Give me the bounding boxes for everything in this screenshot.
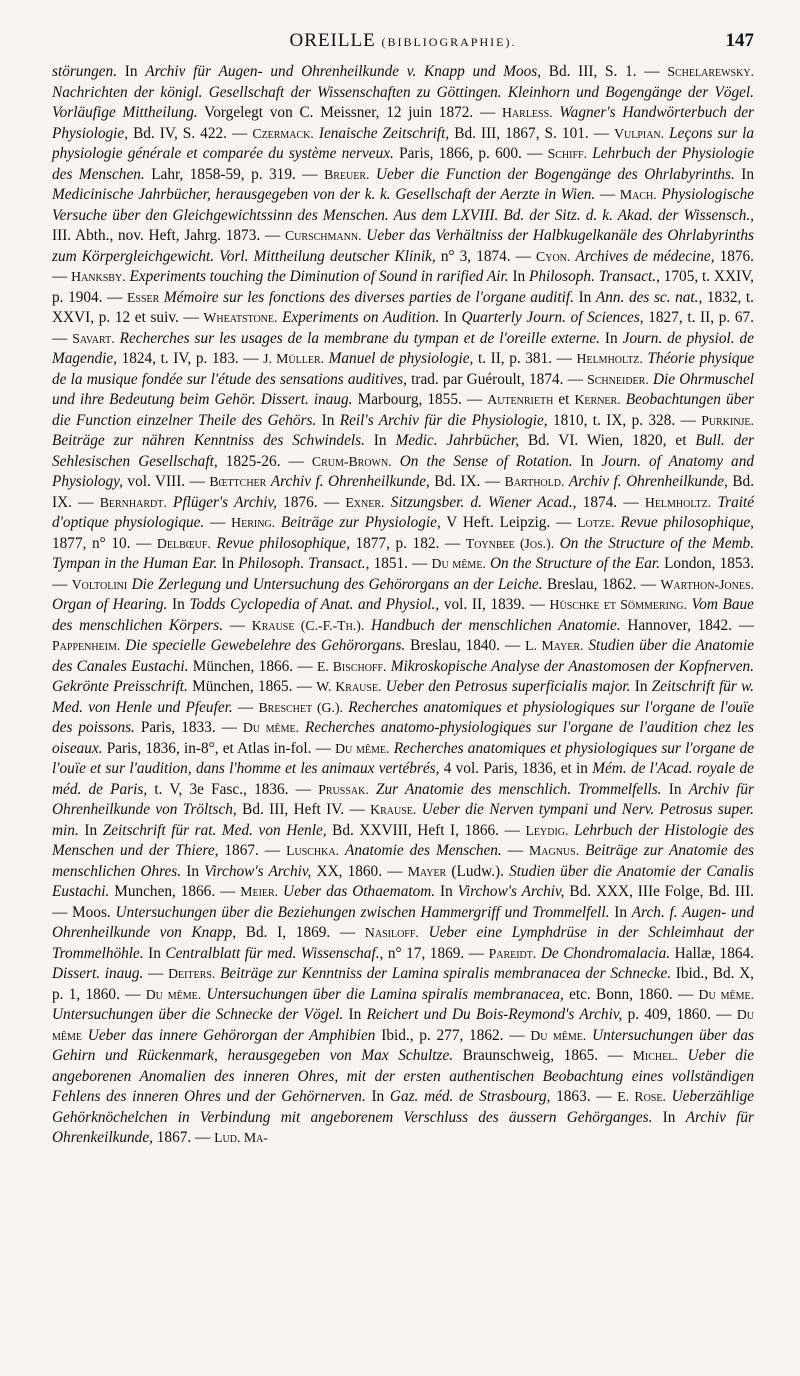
page-number: 147 (725, 30, 754, 51)
author-name: Hüschke et Sömmering. (549, 597, 687, 612)
title-run: Die Zerlegung und Untersuchung des Gehörorgans an der Leiche. (131, 575, 543, 593)
title-run: Beiträge zur nähren Kenntniss des Schwindels. (52, 432, 365, 449)
text-run: Breslau, 1862. — (542, 575, 661, 593)
text-run: XX, 1860. — (311, 862, 408, 880)
title-run: Lehrbuch der Physiologie des Menschen. (52, 145, 754, 183)
text-run: Braunschweig, 1865. — (453, 1047, 633, 1064)
title-run: Leçons sur la physiologie générale et comparée du système nerveux. (52, 124, 755, 162)
text-run: München, 1866. — (188, 657, 317, 675)
author-name: Delbœuf. (156, 535, 211, 551)
text-run: — (143, 965, 169, 982)
author-name: L. Mayer. (525, 638, 584, 653)
author-name: Magnus. (529, 843, 580, 858)
title-run: Todds Cyclopedia of Anat. and Physiol., (189, 596, 440, 613)
title-run: Manuel de physiologie, (328, 350, 474, 367)
title-run: On the Structure of the Ear. (490, 555, 660, 572)
text-run: In (365, 1088, 390, 1105)
title-run: Archiv f. Ohrenheilkunde, (270, 473, 430, 490)
text-run: vol. II, 1839. — (439, 596, 550, 613)
title-run: Experiments touching the Diminution of Sound in rarified Air. (129, 268, 509, 285)
text-run: Bd. III, Heft IV. — (236, 801, 371, 818)
title-run: Untersuchungen über die Lamina spiralis membranacea, (206, 985, 564, 1003)
text-run: 1810, t. IX, p. 328. — (547, 411, 702, 429)
text-run: In (573, 288, 596, 306)
author-name: Leydig. (525, 822, 569, 838)
title-run: Beobachtungen über die Function einzelner Theile des Gehörs. (52, 391, 754, 429)
title-run: De Chondromalacia. (540, 944, 671, 962)
title-run: Ueber das Verhältniss der Halbkugelkanäle des Ohrlabyrinths zum Körpergleichgewicht. Vorl. Mittheilung deutscher Klinik, (52, 227, 755, 265)
title-run: Arch. f. Augen- und Ohrenheilkunde von Knapp, (52, 903, 754, 941)
text-run: 1825-26. — (217, 452, 312, 470)
author-name: Crum-Brown. (311, 453, 392, 469)
author-name: Schelarewsky. (667, 64, 754, 79)
author-name: Breschet (G.). (258, 699, 343, 715)
text-run: Breslau, 1840. — (405, 637, 526, 654)
text-run: London, 1853. — (52, 555, 755, 593)
title-run: Beiträge zur Physiologie, (280, 514, 441, 531)
title-run: Recherches sur les usages de la membrane du tympan et de l'oreille externe. (119, 329, 600, 347)
author-name: Michel. (632, 1048, 678, 1063)
author-name: E. Rose. (617, 1089, 666, 1104)
title-run: Archiv f. Ohrenheilkunde, (568, 473, 728, 490)
text-run: etc. Bonn, 1860. — (563, 985, 699, 1003)
author-name: Breuer. (324, 166, 370, 182)
author-name: Pareidt. (488, 945, 537, 961)
author-name: Warthon-Jones. (660, 576, 754, 592)
title-run: Experiments on Audition. (282, 309, 440, 326)
title-run: Recherches anatomiques et physiologiques sur l'organe de l'ouïe des poissons. (52, 698, 754, 736)
text-run: Bd. III, 1867, S. 101. — (449, 124, 615, 142)
title-run: Recherches anatomiques et physiologiques sur l'organe de l'ouïe et sur l'audition, dans l'homme et les animaux vertébrés, (52, 739, 755, 777)
title-run: Mikroskopische Analyse der Anastomosen der Kopfnerven. Gekrönte Preisschrift. (52, 657, 754, 695)
title-run: Philosoph. Transact. (529, 268, 657, 285)
title-run: Studien über die Anatomie der Canalis Eustachi. (52, 862, 754, 900)
text-run: In (364, 432, 396, 449)
title-run: Beiträge zur Anatomie des menschlichen Ohres. (52, 842, 755, 880)
text-run: — (204, 514, 232, 531)
author-name: Kerner. (574, 392, 621, 407)
text-run: — (223, 616, 252, 634)
text-run: In (661, 780, 689, 798)
text-run: n° 3, 1874. — (435, 247, 537, 265)
text-run: In (167, 596, 190, 613)
author-name: Cyon. (536, 248, 571, 264)
author-name: Pappenheim. (52, 638, 121, 653)
text-run: Paris, 1866, p. 600. — (393, 145, 548, 162)
title-run: Ueber den Petrosus superficialis major. (385, 678, 631, 695)
text-run (419, 924, 429, 941)
running-title (52, 30, 754, 52)
title-run: Ueberzählige Gehörknöchelchen in Verbindung mit angeborenem Verschluss des äussern Gehörganges. (52, 1088, 755, 1126)
author-name: Bœttcher (209, 474, 267, 489)
author-name: E. Bischoff. (316, 658, 387, 674)
text-run (392, 453, 400, 470)
author-name: Krause (C.-F.-Th.). (251, 617, 365, 633)
text-run: t. V, 3e Fasc., 1836. — (147, 780, 319, 798)
title-run: Ueber eine Lymphdrüse in der Schleimhaut der Trommelhöhle. (52, 924, 754, 962)
title-run: Sitzungsber. d. Wiener Acad., (390, 493, 577, 511)
title-run: Die Ohrmuschel und ihre Bedeutung beim Gehör. Dissert. inaug. (52, 370, 754, 408)
title-run: Archiv für Ohrenkeilkunde, (52, 1108, 754, 1146)
title-run: Medicinische Jahrbücher, herausgegeben von der k. k. Gesellschaft der Aerzte in Wien. (52, 186, 596, 203)
author-name: Schiff. (547, 146, 588, 161)
author-name: Curschmann. (285, 228, 362, 243)
author-name: Du même. (530, 1027, 587, 1043)
text-run: 1867. — (152, 1129, 215, 1146)
title-run: störungen. (52, 63, 118, 80)
author-name: Exner. (345, 494, 385, 510)
text-run (364, 617, 371, 634)
title-run: Philosoph. Transact., (238, 555, 370, 572)
title-run: Archives de médecine, (575, 247, 715, 265)
title-run: Reichert und Du Bois-Reymond's Archiv, (366, 1006, 623, 1023)
title-run: Untersuchungen über die Beziehungen zwischen Hammergriff und Trommelfell. (115, 903, 610, 921)
text-run: In (181, 862, 205, 880)
author-name: Helmholtz. (576, 351, 643, 366)
text-run: Munchen, 1866. — (109, 883, 241, 900)
title-run: Zeitschrift für rat. Med. von Henle, (102, 821, 327, 839)
title-run: Zeitschrift für w. Med. von Henle und Pfeufer. (52, 678, 754, 716)
text-run: Hallæ, 1864. (670, 944, 754, 962)
text-run: — (501, 842, 530, 859)
author-name: Purkinje. (701, 412, 754, 428)
text-run: In (599, 329, 623, 347)
author-name: Savart. (72, 330, 115, 346)
title-run: Die specielle Gewebelehre des Gehörorgans. (125, 637, 406, 654)
text-run: 1863. — (550, 1088, 618, 1105)
header-subtitle: (BIBLIOGRAPHIE). (381, 35, 517, 49)
author-name: Du même. (242, 720, 300, 735)
author-name: Wheatstone. (203, 310, 278, 325)
author-name: Nasiloff. (364, 925, 419, 940)
text-run: In (609, 903, 632, 921)
text-run: 1832, t. XXVI, p. 12 et suiv. — (52, 288, 754, 326)
author-name: Esser (126, 289, 160, 305)
text-run (369, 781, 376, 798)
author-name: Lud. Ma- (214, 1130, 268, 1145)
text-run: 1824, t. IV, p. 183. — (117, 350, 264, 367)
title-run: On the Sense of Rotation. (399, 452, 573, 470)
author-name: Bernhardt. (99, 494, 167, 510)
title-run: Bull. der Sehlesischen Gesellschaft, (52, 432, 754, 470)
text-run: , 1705, t. XXIV, p. 1904. — (52, 268, 754, 306)
title-run: Untersuchungen über das Gehirn und Rückenmark, herausgegeben von Max Schultze. (52, 1026, 755, 1064)
author-name: Schneider. (587, 371, 649, 387)
title-run: Wagner's Handwörterbuch der Physiologie, (52, 104, 754, 142)
author-name: Du même. (335, 740, 390, 756)
text-run: In (316, 411, 340, 429)
title-run: Centralblatt für med. Wissenschaf., (165, 944, 384, 962)
title-run: Pflüger's Archiv, (173, 493, 277, 511)
text-run: In (435, 883, 458, 900)
text-run: In (143, 944, 166, 962)
text-run: Vorgelegt von C. Meissner, 12 juin 1872. — (197, 104, 502, 121)
title-run: Studien über die Anatomie des Canales Eustachi. (52, 637, 754, 675)
title-run: Archiv für Ohrenheilkunde von Tröltsch, (52, 780, 754, 818)
text-run: Bd. I, 1869. — (236, 924, 365, 941)
text-run: 1876. — (276, 493, 346, 511)
text-run: 4 vol. Paris, 1836, et in (439, 760, 593, 777)
title-run: Organ of Hearing. (52, 596, 168, 613)
text-run: 1851. — (369, 555, 432, 572)
author-name: Autenrieth (487, 392, 554, 407)
title-run: Mém. de l'Acad. royale de méd. de Paris, (52, 760, 754, 798)
author-name: Hering. (231, 515, 276, 530)
author-name: Du même. (431, 556, 486, 571)
author-name: Mayer (407, 863, 447, 879)
text-run: 1876. — (52, 247, 754, 285)
text-run: Hannover, 1842. — (620, 616, 755, 634)
text-run: V Heft. Leipzig. — (440, 514, 578, 531)
title-run: Journ. of Anatomy and Physiology, (52, 452, 754, 490)
author-name: Lotze. (577, 515, 615, 530)
text-run: Marbourg, 1855. — (352, 391, 488, 408)
text-run: Ibid., Bd. X, p. 1, 1860. — (52, 965, 754, 1003)
author-name: Deiters. (168, 966, 216, 981)
author-name: Vulpian. (614, 125, 665, 141)
title-run: Nachrichten der königl. Gesellschaft der Wissenschaften zu Göttingen. Kleinhorn und Bogengänge der Vögel. Vorläufige Mittheilung. (52, 83, 754, 121)
title-run: Ueber die Function der Bogengänge des Ohrlabyrinths. (375, 165, 735, 183)
text-run: t. II, p. 381. — (473, 350, 577, 367)
text-run: In (117, 63, 146, 80)
text-run: — (232, 698, 259, 716)
text-run: In (630, 678, 652, 695)
text-run: Ibid., p. 277, 1862. — (375, 1026, 531, 1044)
title-run: Vom Baue des menschlichen Körpers. (52, 596, 754, 634)
text-run: 1877, n° 10. — (52, 534, 157, 552)
text-run: In (217, 555, 239, 572)
title-run: Gaz. méd. de Strasbourg, (389, 1088, 551, 1105)
text-run: Bd. III, S. 1. — (541, 63, 668, 80)
title-run: Reil's Archiv für die Physiologie, (339, 411, 548, 429)
text-run: 1827, t. II, p. 67. — (52, 309, 754, 347)
running-header (52, 30, 754, 56)
author-name: Czermack. (252, 125, 314, 141)
text-run: In (439, 309, 462, 326)
text-run: (Ludw.). (446, 862, 510, 880)
text-run: In (78, 821, 103, 839)
text-run: In (508, 268, 530, 285)
author-name: Harless. (501, 105, 553, 120)
title-run: Medic. Jahrbücher, (395, 432, 520, 449)
title-run: Revue philosophique, (216, 534, 350, 552)
title-run: Recherches anatomo-physiologiques sur l'organe de l'audition chez les oiseaux. (52, 719, 755, 757)
author-name: Du même. (698, 986, 755, 1002)
author-name: W. Krause. (316, 679, 382, 694)
title-run: Ueber das innere Gehörorgan der Amphibien (87, 1026, 376, 1044)
author-name: Toynbee (Jos.). (465, 535, 555, 551)
text-run: vol. VIII. — (122, 473, 210, 490)
author-name: Barthold. (504, 474, 565, 489)
text-run: Bd. IV, S. 422. — (128, 124, 253, 142)
author-name: Mach. (619, 187, 657, 202)
header-title: OREILLE (289, 30, 376, 51)
text-run: Bd. VI. Wien, 1820, et (519, 432, 696, 449)
title-run: Quarterly Journ. of Sciences, (461, 309, 644, 326)
text-run: trad. par Guéroult, 1874. — (406, 370, 588, 388)
text-run: In (343, 1006, 367, 1023)
text-run: Paris, 1833. — (134, 719, 243, 736)
title-run: On the Structure of the Memb. Tympan in the Human Ear. (52, 534, 755, 572)
text-run: München, 1865. — (187, 678, 317, 695)
text-run: 1877, p. 182. — (349, 534, 466, 552)
title-run: Beiträge zur Kenntniss der Lamina spiralis membranacea der Schnecke. (220, 965, 672, 982)
author-name: Du même. (145, 986, 202, 1002)
title-run: Lehrbuch der Histologie des Menschen und der Thiere, (52, 821, 754, 859)
text-run: Lahr, 1858-59, p. 319. — (144, 165, 325, 183)
text-run (678, 1047, 688, 1064)
title-run: Archiv für Augen- und Ohrenheilkunde v. Knapp und Moos, (145, 63, 542, 80)
title-run: Traité d'optique physiologique. (52, 493, 755, 531)
text-run: p. 409, 1860. — (622, 1006, 737, 1023)
author-name: Du même (52, 1007, 754, 1043)
author-name: Voltolini (71, 576, 128, 592)
text-run: 1874. — (576, 493, 645, 511)
title-run: Virchow's Archiv, (457, 883, 565, 900)
text-run: et (553, 391, 575, 408)
text-run: Bd. XXVIII, Heft I, 1866. — (326, 821, 526, 839)
text-run: Paris, 1836, in-8°, et Atlas in-fol. — (102, 739, 336, 757)
title-run: Virchow's Archiv, (204, 862, 312, 880)
author-name: Hanksby. (71, 269, 126, 284)
text-run: Bd. IX. — (52, 473, 755, 511)
title-run: Ueber die angeborenen Anomalien des inneren Ohres, mit der ersten authentischen Beobachtung eines vollständigen Fehlens des inneren Ohres und der Gehörnerven. (52, 1047, 754, 1105)
title-run: Théorie physique de la musique fondée sur l'étude des sensations auditives, (52, 350, 755, 388)
title-run: Ienaische Zeitschrift, (318, 124, 450, 142)
text-run: In (572, 452, 602, 470)
author-name: Krause. (370, 802, 417, 817)
title-run: Mémoire sur les fonctions des diverses parties de l'organe auditif. (163, 288, 574, 306)
text-run: — (595, 186, 620, 203)
author-name: Prussak. (318, 781, 369, 797)
text-run: n° 17, 1869. — (383, 944, 489, 962)
title-run: Physiologische Versuche über den Gleichgewichtssinn des Menschen. Aus dem LXVIII. Bd. der Sitz. d. k. Akad. der Wissensch., (52, 186, 755, 224)
title-run: Revue philosophique, (620, 514, 755, 531)
title-run: Handbuch der menschlichen Anatomie. (370, 616, 621, 634)
title-run: Ueber die Nerven tympani und Nerv. Petrosus super. min. (52, 801, 754, 839)
text-run: III. Abth., nov. Heft, Jahrg. 1873. — (52, 227, 285, 244)
bibliography-text (52, 62, 754, 1149)
title-run: Dissert. inaug. (52, 965, 144, 982)
title-run: Untersuchungen über die Schnecke der Vögel. (52, 1006, 344, 1023)
text-run: Bd. XXX, IIIe Folge, Bd. III. — Moos. (52, 883, 754, 921)
title-run: Ueber das Othaematom. (283, 883, 436, 900)
author-name: Luschka. (286, 843, 340, 858)
title-run: Anatomie des Menschen. (345, 842, 502, 859)
text-run: In (734, 165, 754, 183)
author-name: Meier. (240, 884, 279, 899)
text-run: 1867. — (218, 842, 287, 859)
text-run: In (652, 1108, 686, 1126)
author-name: J. Müller. (263, 351, 325, 366)
text-run: Bd. IX. — (429, 473, 505, 490)
author-name: Helmholtz. (644, 494, 712, 510)
title-run: Ann. des sc. nat., (595, 288, 703, 306)
title-run: Zur Anatomie des menschlich. Trommelfells. (376, 780, 662, 798)
title-run: Journ. de physiol. de Magendie, (52, 329, 754, 367)
